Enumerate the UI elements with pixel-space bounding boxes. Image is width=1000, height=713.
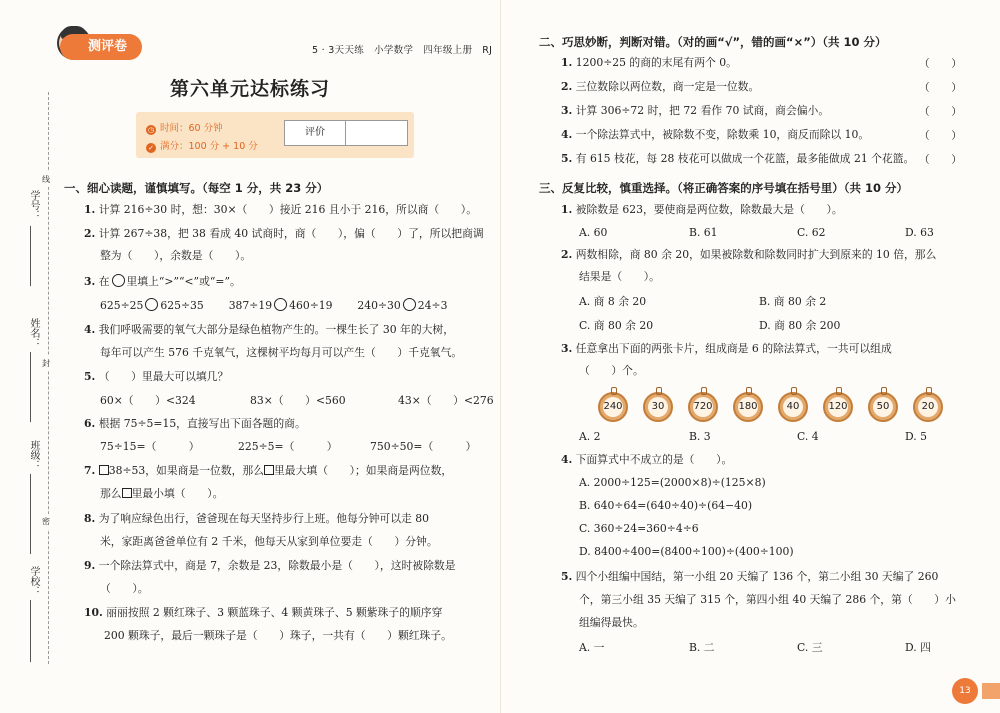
score-text: 满分：100 分 + 10 分 xyxy=(160,141,258,152)
box-icon xyxy=(99,465,109,475)
check-icon: ✓ xyxy=(146,143,156,153)
judge-item-2: 2. 三位数除以两位数，商一定是一位数。 xyxy=(561,80,760,93)
q1-6-c: 750÷50=（ ） xyxy=(370,440,477,453)
option[interactable]: B. 640÷64=(640÷40)÷(64−40) xyxy=(579,499,753,512)
expr: 625÷25 xyxy=(100,299,144,312)
choice-q1: 1. 被除数是 623，要使商是两位数，除数最大是（ ）。 xyxy=(561,203,843,216)
q1-7-cont: 那么 里最小填（ ）。 xyxy=(100,487,224,500)
page-number: 13 xyxy=(952,678,978,704)
q1-8-cont: 米，家距离爸爸单位有 2 千米，他每天从家到单位要走（ ）分钟。 xyxy=(100,535,438,548)
expr: 240÷30 xyxy=(357,299,401,312)
badge: 测评卷 xyxy=(60,34,142,60)
number-card: 50 xyxy=(868,392,898,422)
expr: 387÷19 xyxy=(228,299,273,312)
compare-circle[interactable] xyxy=(274,298,287,311)
time-text: 时间：60 分钟 xyxy=(160,123,223,134)
choice-q5-cont: 个，第三小组 35 天编了 315 个，第四小组 40 天编了 286 个，第（ ）小 xyxy=(579,593,956,606)
choice-q5: 5. 四个小组编中国结，第一小组 20 天编了 136 个，第二小组 30 天编了 260 xyxy=(561,570,939,583)
q1-3-exprs xyxy=(100,298,447,313)
series-subject: 小学数学 xyxy=(374,45,414,56)
option[interactable]: B. 61 xyxy=(689,226,718,239)
choice-q5-cont2: 组编得最快。 xyxy=(579,616,644,629)
judge-answer-2[interactable]: （ ） xyxy=(918,81,962,94)
expr: 625÷35 xyxy=(160,299,204,312)
q1-5-b: 83×（ ）<560 xyxy=(250,394,346,407)
name-label: 姓名： xyxy=(28,318,39,348)
option[interactable]: A. 60 xyxy=(579,226,608,239)
compare-circle-icon xyxy=(112,274,125,287)
q1-6-b: 225÷5=（ ） xyxy=(238,440,338,453)
q1-6: 6. 根据 75÷5=15，直接写出下面各题的商。 xyxy=(84,417,306,430)
choice-q2: 2. 两数相除，商 80 余 20，如果被除数和除数同时扩大到原来的 10 倍，那么 xyxy=(561,248,937,261)
compare-circle[interactable] xyxy=(145,298,158,311)
class-label: 班级： xyxy=(28,440,39,470)
q1-5-a: 60×（ ）<324 xyxy=(100,394,196,407)
q1-7: 7. 38÷53，如果商是一位数，那么 里最大填（ ）；如果商是两位数， xyxy=(84,464,453,477)
judge-answer-4[interactable]: （ ） xyxy=(918,129,962,142)
school-label: 学校： xyxy=(28,566,39,596)
q1-10-cont: 200 颗珠子，最后一颗珠子是（ ）珠子，一共有（ ）颗红珠子。 xyxy=(104,629,452,642)
expr: 24÷3 xyxy=(417,299,448,312)
series-name: 5 · 3天天练 xyxy=(312,45,365,56)
number-card: 30 xyxy=(643,392,673,422)
option[interactable]: A. 2 xyxy=(579,430,601,443)
name-field[interactable] xyxy=(30,352,31,422)
section-1-title: 一、细心读题，谨慎填写。（每空 1 分，共 23 分） xyxy=(64,181,329,195)
score-row xyxy=(146,138,258,153)
series-edition: RJ xyxy=(482,45,493,56)
q1-5: 5. （ ）里最大可以填几？ xyxy=(84,370,229,383)
cut-mark-line: 线 xyxy=(42,172,50,187)
class-field[interactable] xyxy=(30,474,31,554)
number-card: 180 xyxy=(733,392,763,422)
option[interactable]: B. 二 xyxy=(689,641,715,654)
info-box xyxy=(136,112,414,158)
q1-8: 8. 为了响应绿色出行，爸爸现在每天坚持步行上班。他每分钟可以走 80 xyxy=(84,512,429,525)
q1-6-a: 75÷15=（ ） xyxy=(100,440,200,453)
option[interactable]: D. 四 xyxy=(905,641,931,654)
option[interactable]: D. 8400÷400=(8400÷100)÷(400÷100) xyxy=(579,545,794,558)
student-id-label: 学号： xyxy=(28,190,39,220)
box-icon xyxy=(122,488,132,498)
number-card: 20 xyxy=(913,392,943,422)
q1-2: 2. 计算 267÷38，把 38 看成 40 试商时，商（ ），偏（ ）了，所以把商调 xyxy=(84,227,484,240)
cut-mark-seal: 封 xyxy=(42,356,50,371)
judge-item-1: 1. 1200÷25 的商的末尾有两个 0。 xyxy=(561,56,737,69)
series-info xyxy=(312,42,502,56)
expr: 460÷19 xyxy=(289,299,333,312)
student-id-field[interactable] xyxy=(30,226,31,286)
series-grade: 四年级上册 xyxy=(423,45,473,56)
judge-answer-3[interactable]: （ ） xyxy=(918,105,962,118)
compare-circle[interactable] xyxy=(403,298,416,311)
option[interactable]: B. 3 xyxy=(689,430,711,443)
section-2-title: 二、巧思妙断，判断对错。（对的画“√”，错的画“×”）（共 10 分） xyxy=(539,35,887,49)
clock-icon: ◷ xyxy=(147,126,155,134)
option[interactable]: C. 三 xyxy=(797,641,823,654)
option[interactable]: A. 商 8 余 20 xyxy=(579,295,647,308)
number-card: 40 xyxy=(778,392,808,422)
option[interactable]: D. 5 xyxy=(905,430,928,443)
option[interactable]: B. 商 80 余 2 xyxy=(759,295,827,308)
option[interactable]: D. 商 80 余 200 xyxy=(759,319,841,332)
q1-5-c: 43×（ ）<276 xyxy=(398,394,494,407)
right-page xyxy=(500,0,1000,713)
school-field[interactable] xyxy=(30,600,31,662)
judge-item-4: 4. 一个除法算式中，被除数不变，除数乘 10，商反而除以 10。 xyxy=(561,128,870,141)
number-card: 720 xyxy=(688,392,718,422)
choice-q2-cont: 结果是（ ）。 xyxy=(579,270,660,283)
option[interactable]: A. 一 xyxy=(579,641,605,654)
option[interactable]: C. 62 xyxy=(797,226,826,239)
section-3-title: 三、反复比较，慎重选择。（将正确答案的序号填在括号里）（共 10 分） xyxy=(539,181,909,195)
q1-10: 10. 丽丽按照 2 颗红珠子、3 颗蓝珠子、4 颗黄珠子、5 颗紫珠子的顺序穿 xyxy=(84,606,443,619)
number-card: 120 xyxy=(823,392,853,422)
choice-q4: 4. 下面算式中不成立的是（ ）。 xyxy=(561,453,733,466)
number-card: 240 xyxy=(598,392,628,422)
q1-1: 1. 计算 216÷30 时，想：30×（ ）接近 216 且小于 216，所以商（ ）。 xyxy=(84,203,477,216)
option[interactable]: C. 360÷24=360÷4÷6 xyxy=(579,522,699,535)
eval-field[interactable] xyxy=(346,120,408,146)
box-icon xyxy=(264,465,274,475)
judge-answer-5[interactable]: （ ） xyxy=(918,153,962,166)
page-tab xyxy=(982,683,1000,699)
page-title: 第六单元达标练习 xyxy=(169,78,330,100)
q1-4-cont: 每年可以产生 576 千克氧气，这棵树平均每月可以产生（ ）千克氧气。 xyxy=(100,346,463,359)
choice-q3-cont: （ ）个。 xyxy=(579,364,644,377)
q1-3: 3. 在 里填上“>”“<”或“=”。 xyxy=(84,275,241,288)
eval-label: 评价 xyxy=(284,120,346,146)
judge-item-5: 5. 有 615 枝花，每 28 枝花可以做成一个花篮，最多能做成 21 个花篮。 xyxy=(561,152,915,165)
choice-q3: 3. 任意拿出下面的两张卡片，组成商是 6 的除法算式，一共可以组成 xyxy=(561,342,892,355)
option[interactable]: A. 2000÷125=(2000×8)÷(125×8) xyxy=(579,476,766,489)
time-row xyxy=(146,120,223,135)
q1-2-cont: 整为（ ），余数是（ ）。 xyxy=(100,249,252,262)
q1-9-cont: （ ）。 xyxy=(100,582,149,595)
q1-4: 4. 我们呼吸需要的氧气大部分是绿色植物产生的。一棵生长了 30 年的大树， xyxy=(84,323,455,336)
option[interactable]: D. 63 xyxy=(905,226,934,239)
judge-item-3: 3. 计算 306÷72 时，把 72 看作 70 试商，商会偏小。 xyxy=(561,104,830,117)
cut-mark-secret: 密 xyxy=(42,514,50,529)
option[interactable]: C. 商 80 余 20 xyxy=(579,319,654,332)
q1-9: 9. 一个除法算式中，商是 7，余数是 23，除数最小是（ ），这时被除数是 xyxy=(84,559,456,572)
option[interactable]: C. 4 xyxy=(797,430,819,443)
judge-answer-1[interactable]: （ ） xyxy=(918,57,962,70)
